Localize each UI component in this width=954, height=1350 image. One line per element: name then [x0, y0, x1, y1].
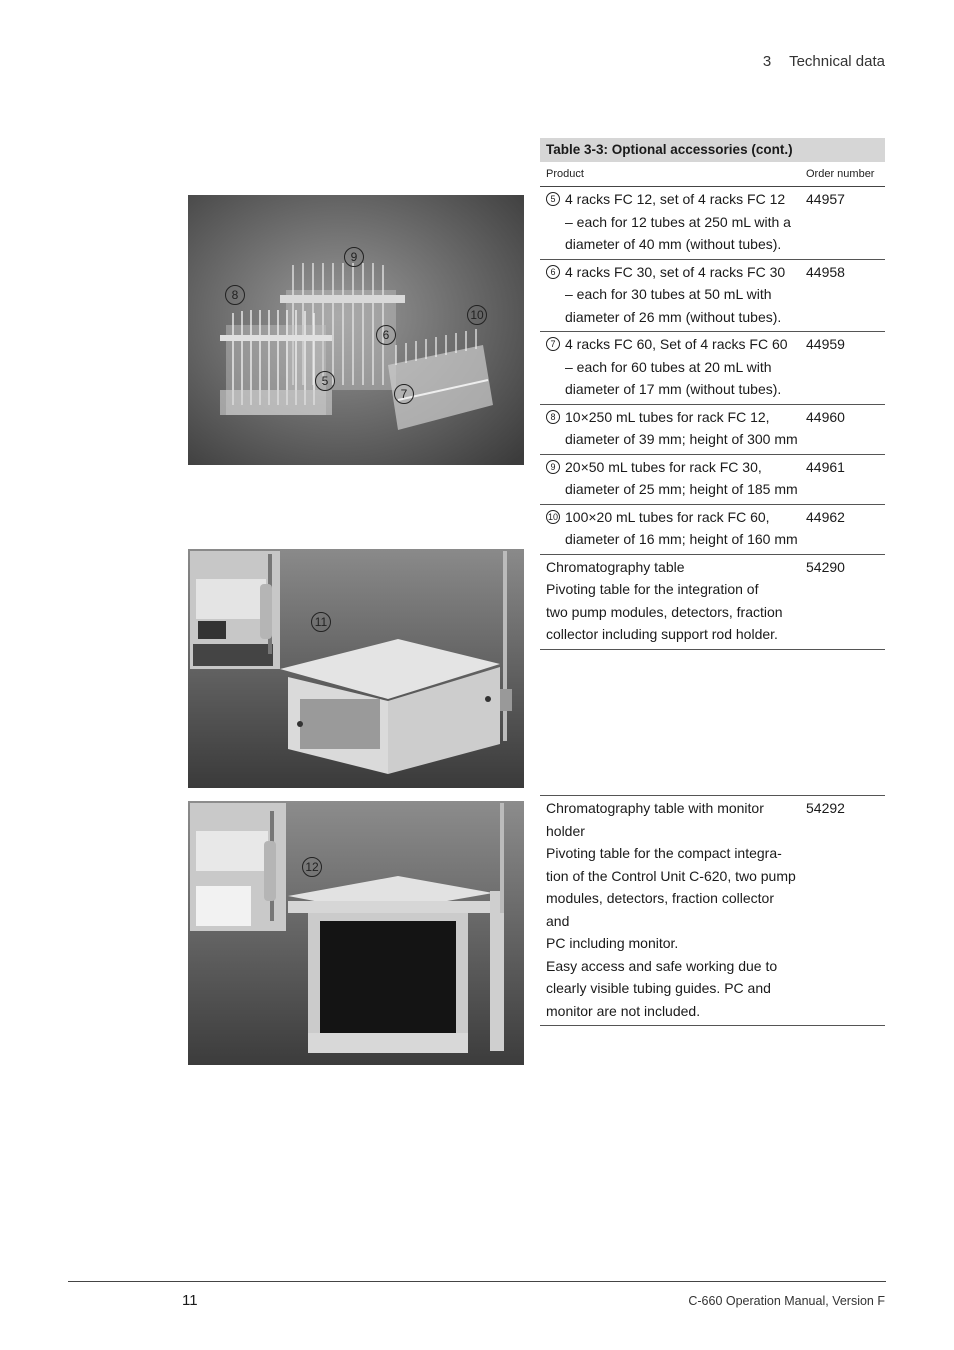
- column-product: Product: [546, 168, 584, 180]
- item-marker: 7: [546, 337, 560, 351]
- order-number-cell: 54290: [806, 558, 845, 575]
- product-description-line: holder: [546, 822, 585, 839]
- order-number-cell: 44960: [806, 408, 845, 425]
- table-header: [540, 162, 885, 187]
- table-row: [540, 555, 885, 650]
- item-marker: 8: [546, 410, 560, 424]
- product-description-line: Pivoting table for the compact integra-: [546, 845, 782, 861]
- product-cell: [540, 406, 800, 451]
- order-number-cell: 54292: [806, 800, 845, 816]
- column-order-number: Order number: [806, 168, 875, 180]
- product-cell: [540, 556, 800, 646]
- product-description-line: tion of the Control Unit C-620, two pump: [546, 867, 796, 884]
- product-description-line: 4 racks FC 30, set of 4 racks FC 30: [565, 263, 786, 280]
- callout-8: 8: [225, 285, 245, 305]
- product-description-line: diameter of 26 mm (without tubes).: [565, 308, 782, 325]
- callout-10: 10: [467, 305, 487, 325]
- accessories-table-continued: [540, 795, 885, 1026]
- callout-12: 12: [302, 857, 322, 877]
- monitor-table-photo: [188, 801, 524, 1065]
- table-row: [540, 405, 885, 455]
- chromatography-table-illustration: [188, 549, 524, 788]
- product-description-line: modules, detectors, fraction collector and: [546, 890, 774, 929]
- order-number-cell: 44959: [806, 336, 845, 352]
- product-cell: [540, 797, 800, 1022]
- product-description-line: – each for 30 tubes at 50 mL with: [565, 286, 772, 302]
- section-number: 3: [762, 53, 772, 70]
- product-cell: [540, 188, 800, 256]
- product-cell: [540, 333, 800, 401]
- product-description-line: – each for 12 tubes at 250 mL with a: [565, 213, 791, 230]
- product-description-line: clearly visible tubing guides. PC and: [546, 980, 771, 996]
- order-number-cell: 44961: [806, 458, 845, 475]
- product-description-line: – each for 60 tubes at 20 mL with: [565, 358, 772, 375]
- product-description-line: 20×50 mL tubes for rack FC 30,: [565, 458, 762, 475]
- table-row: [540, 796, 885, 1026]
- table-row: [540, 187, 885, 260]
- product-description-line: Chromatography table with monitor: [546, 800, 764, 816]
- section-title: Technical data: [789, 53, 885, 70]
- item-marker: 9: [546, 460, 560, 474]
- section-header: [763, 53, 885, 70]
- product-description-line: 4 racks FC 60, Set of 4 racks FC 60: [565, 336, 788, 352]
- page-number: 11: [182, 1292, 198, 1309]
- callout-7: 7: [394, 384, 414, 404]
- order-number-cell: 44962: [806, 508, 845, 525]
- product-description-line: 10×250 mL tubes for rack FC 12,: [565, 408, 770, 425]
- product-description-line: diameter of 25 mm; height of 185 mm: [565, 481, 798, 497]
- order-number-cell: 44957: [806, 191, 845, 207]
- product-description-line: two pump modules, detectors, fraction: [546, 603, 783, 620]
- order-number-cell: 44958: [806, 263, 845, 280]
- product-description-line: Pivoting table for the integration of: [546, 581, 759, 597]
- product-description-line: collector including support rod holder.: [546, 626, 778, 642]
- accessories-table: [540, 138, 885, 650]
- callout-5: 5: [315, 371, 335, 391]
- product-description-line: 4 racks FC 12, set of 4 racks FC 12: [565, 191, 786, 207]
- product-description-line: monitor are not included.: [546, 1002, 701, 1019]
- table-row: [540, 455, 885, 505]
- manual-title: C-660 Operation Manual, Version F: [688, 1294, 885, 1308]
- item-marker: 6: [546, 265, 560, 279]
- product-description-line: diameter of 40 mm (without tubes).: [565, 236, 782, 252]
- item-marker: 10: [547, 511, 558, 522]
- product-description-line: diameter of 17 mm (without tubes).: [565, 381, 782, 397]
- product-cell: [540, 261, 800, 329]
- product-description-line: diameter of 16 mm; height of 160 mm: [565, 531, 798, 547]
- monitor-table-illustration: [188, 801, 524, 1065]
- product-description-line: Easy access and safe working due to: [546, 957, 778, 974]
- racks-photo: [188, 195, 524, 465]
- product-cell: [540, 456, 800, 501]
- product-description-line: Chromatography table: [546, 558, 685, 575]
- callout-11: 11: [311, 612, 331, 632]
- product-description-line: diameter of 39 mm; height of 300 mm: [565, 431, 798, 447]
- callout-9: 9: [344, 247, 364, 267]
- item-marker: 5: [546, 192, 560, 206]
- table-row: [540, 332, 885, 405]
- table-caption: Table 3-3: Optional accessories (cont.): [540, 138, 885, 162]
- table-row: [540, 505, 885, 555]
- product-description-line: PC including monitor.: [546, 935, 679, 951]
- product-description-line: 100×20 mL tubes for rack FC 60,: [565, 508, 770, 525]
- table-row: [540, 260, 885, 333]
- callout-6: 6: [376, 325, 396, 345]
- footer-rule: [68, 1281, 886, 1282]
- product-cell: [540, 506, 800, 551]
- racks-illustration: [188, 195, 524, 465]
- chromatography-table-photo: [188, 549, 524, 788]
